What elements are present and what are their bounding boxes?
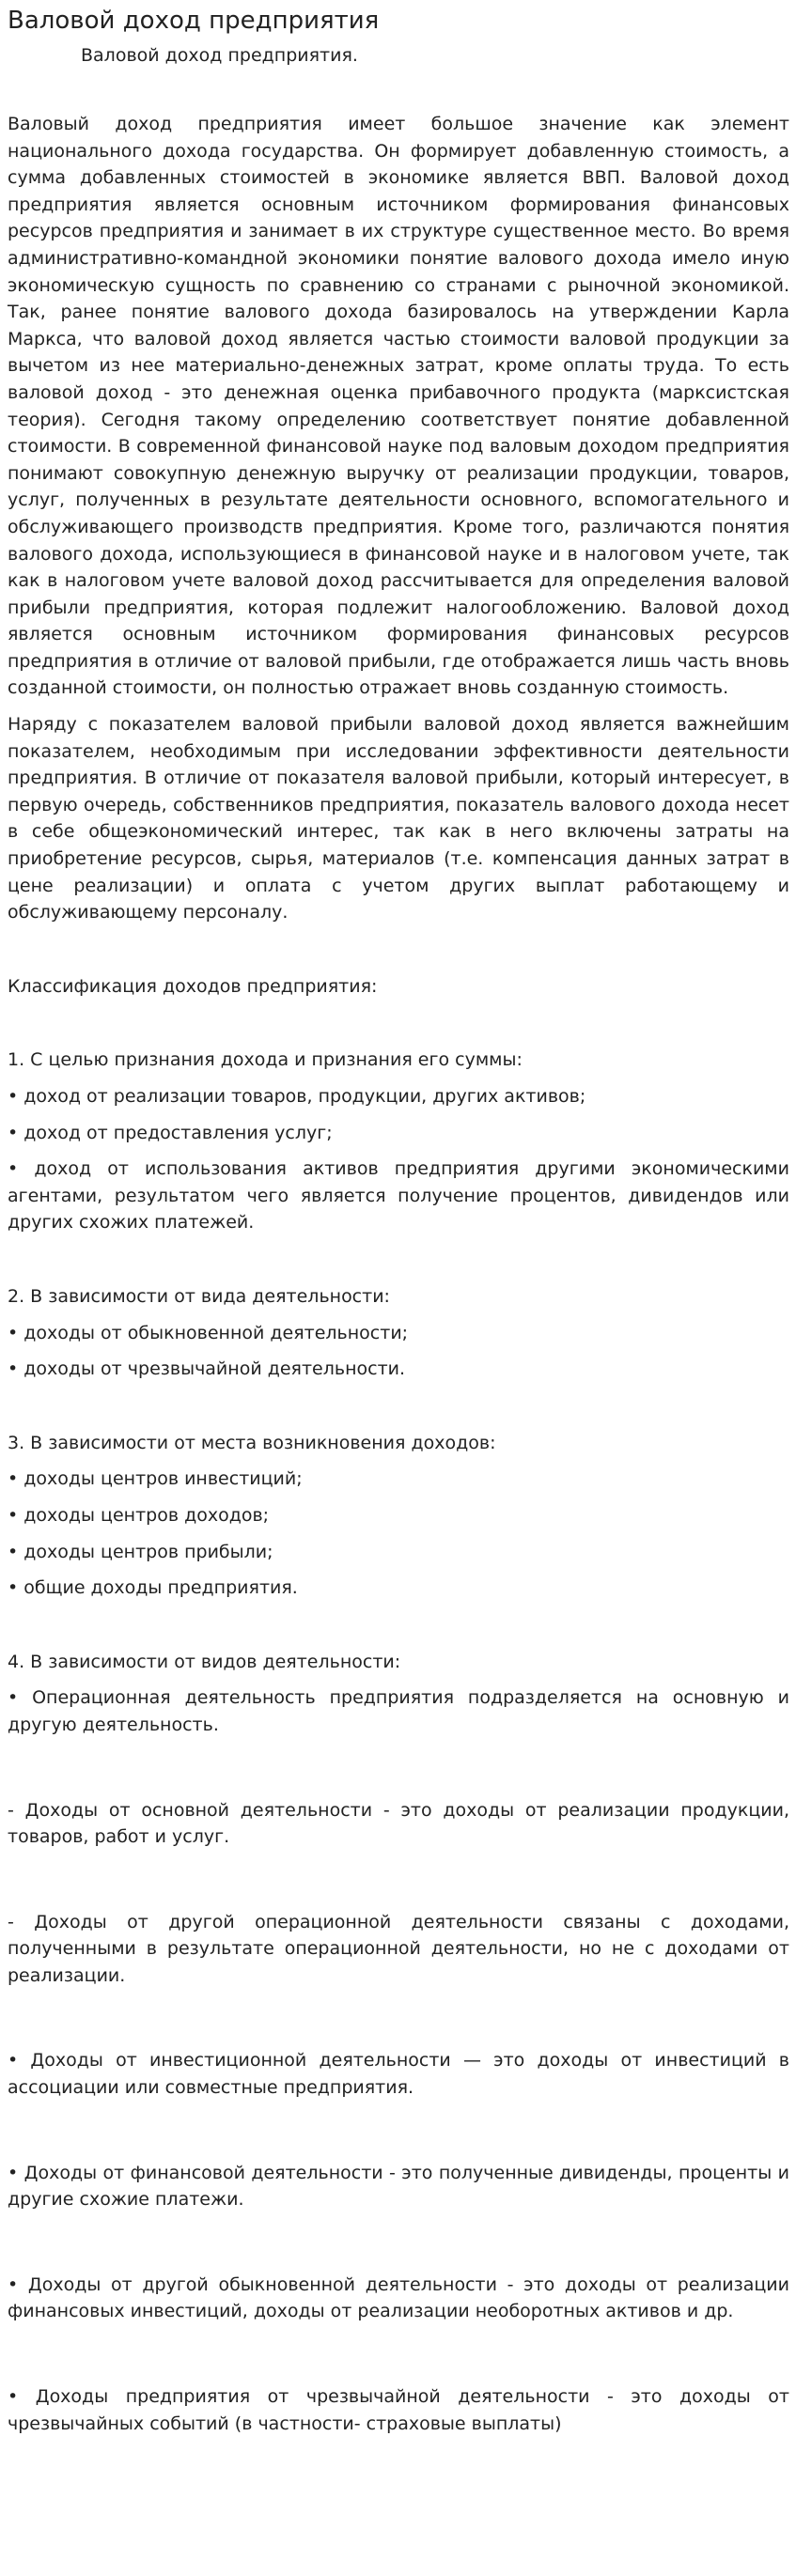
document-body	[8, 111, 789, 2446]
paragraph-intro: Валовый доход предприятия имеет большое значение как элемент национального дохода государства. Он формирует добавленную стоимость, а сумма добавленных стоимостей в экономике является ВВП. Валовой доход предприятия является основным источником формирования финансовых ресурсов предприятия и занимает в их структуре существенное место. Во время административно-командной экономики понятие валового дохода имело иную экономическую сущность по сравнению со странами с рыночной экономикой. Так, ранее понятие валового дохода базировалось на утверждении Карла Маркса, что валовой доход является частью стоимости валовой продукции за вычетом из нее материально-денежных затрат, кроме оплаты труда. То есть валовой доход - это денежная оценка прибавочного продукта (марксистская теория). Сегодня такому определению соответствует понятие добавленной стоимости. В современной финансовой науке под валовым доходом предприятия понимают совокупную денежную выручку от реализации продукции, товаров, услуг, полученных в результате деятельности основного, вспомогательного и обслуживающего производств предприятия. Кроме того, различаются понятия валового дохода, использующиеся в финансовой науке и в налоговом учете, так как в налоговом учете валовой доход рассчитывается для определения валовой прибыли предприятия, которая подлежит налогообложению. Валовой доход является основным источником формирования финансовых ресурсов предприятия в отличие от валовой прибыли, где отображается лишь часть вновь созданной стоимости, он полностью отражает вновь созданную стоимость.	[8, 114, 789, 699]
section-4-paragraph: • Доходы от финансовой деятельности - это полученные дивиденды, проценты и другие схожие платежи.	[8, 2162, 789, 2211]
list-item: • доходы центров доходов;	[8, 1504, 270, 1526]
section-4-paragraph: - Доходы от другой операционной деятельности связаны с доходами, полученными в результате операционной деятельности, но не с доходами от реализации.	[8, 1911, 789, 1986]
list-item: • доход от предоставления услуг;	[8, 1122, 333, 1143]
section-4-paragraph: • Доходы от инвестиционной деятельности — это доходы от инвестиций в ассоциации или совместные предприятия.	[8, 2050, 789, 2099]
list-item: • доходы от чрезвычайной деятельности.	[8, 1358, 406, 1380]
paragraph-indicator: Наряду с показателем валовой прибыли валовой доход является важнейшим показателем, необходимым при исследовании эффективности деятельности предприятия. В отличие от показателя валовой прибыли, который интересует, в первую очередь, собственников предприятия, показатель валового дохода несет в себе общеэкономический интерес, так как в него включены затраты на приобретение ресурсов, сырья, материалов (т.е. компенсация данных затрат в цене реализации) и оплата с учетом других выплат работающему и обслуживающему персоналу.	[8, 714, 789, 923]
section-1-heading: 1. С целью признания дохода и признания его суммы:	[8, 1049, 523, 1071]
section-4-paragraph: • Доходы предприятия от чрезвычайной деятельности - это доходы от чрезвычайных событий (в частности- страховые выплаты)	[8, 2386, 789, 2434]
list-item: • доход от реализации товаров, продукции, других активов;	[8, 1086, 586, 1107]
list-item: • общие доходы предприятия.	[8, 1577, 298, 1599]
section-2-heading: 2. В зависимости от вида деятельности:	[8, 1285, 390, 1307]
classification-heading: Классификация доходов предприятия:	[8, 975, 378, 997]
list-item: • доходы центров инвестиций;	[8, 1468, 303, 1490]
list-item: • Операционная деятельность предприятия подразделяется на основную и другую деятельность.	[8, 1687, 789, 1735]
list-item: • доходы центров прибыли;	[8, 1541, 273, 1562]
page-title: Валовой доход предприятия	[8, 7, 380, 35]
list-item: • доход от использования активов предприятия другими экономическими агентами, результатом чего является получение процентов, дивидендов или других схожих платежей.	[8, 1158, 789, 1234]
list-item: • доходы от обыкновенной деятельности;	[8, 1322, 409, 1343]
document-subtitle: Валовой доход предприятия.	[81, 45, 358, 66]
section-3-heading: 3. В зависимости от места возникновения доходов:	[8, 1432, 496, 1453]
section-4-paragraph: • Доходы от другой обыкновенной деятельности - это доходы от реализации финансовых инвестиций, доходы от реализации необоротных активов и др.	[8, 2273, 789, 2322]
section-4-paragraph: - Доходы от основной деятельности - это доходы от реализации продукции, товаров, работ и услуг.	[8, 1799, 789, 1848]
section-4-heading: 4. В зависимости от видов деятельности:	[8, 1651, 401, 1672]
